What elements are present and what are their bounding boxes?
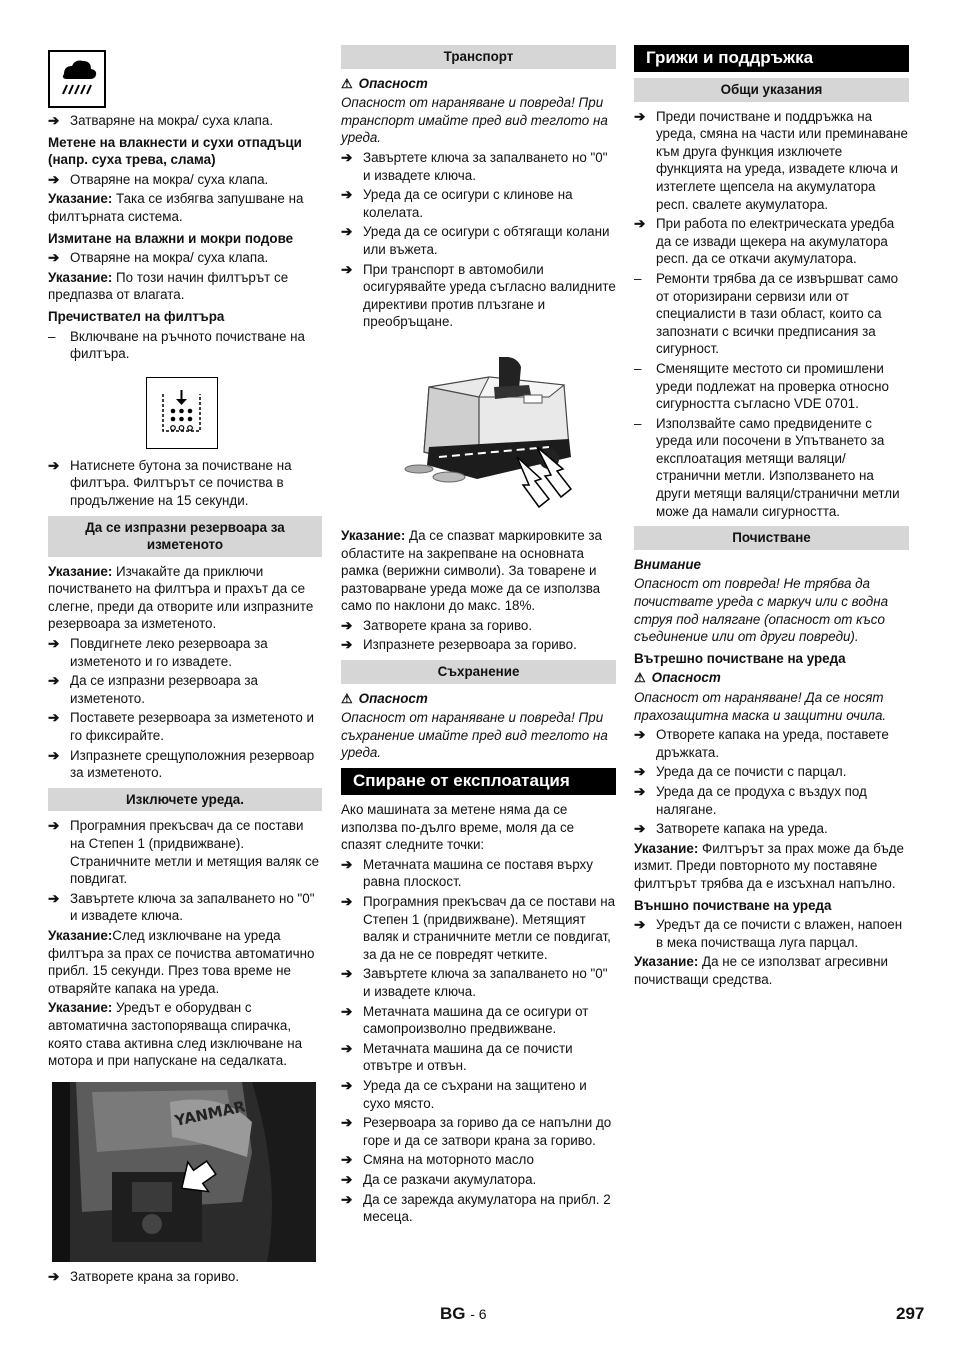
section-heading: Външно почистване на уреда	[634, 897, 832, 913]
chapter-bar: Спиране от експлоатация	[341, 768, 616, 795]
list-item: ➔ Уредът да се почисти с влажен, напоен в мека почистваща луга парцал.	[634, 917, 903, 950]
arrow-icon: ➔	[341, 1152, 353, 1168]
list-item: ➔ Отворете капака на уреда, поставете дръжката.	[634, 727, 889, 760]
list-item: ➔ Уреда да се осигури с обтягащи колани или въжета.	[341, 224, 610, 257]
list-item: ➔ Уреда да се съхрани на защитено и сухо място.	[341, 1077, 587, 1111]
arrow-icon: ➔	[634, 783, 646, 799]
arrow-icon: ➔	[48, 171, 60, 187]
note: Указание: Филтърът за прах може да бъде измит. Преди повторното му поставяне филтърът трябва да е изсъхнал напълно.	[634, 840, 904, 891]
dash-marker: –	[634, 415, 642, 431]
note: Указание: По този начин филтърът се предпазва от влагата.	[48, 269, 289, 303]
list-item: – Използвайте само предвидените с уреда или посочени в Упътването за експлоатация метящи валяци/ странични метли. Използването на други метящи валяци/странични метли може да намали сигурността.	[634, 415, 900, 519]
arrow-icon: ➔	[341, 1171, 353, 1187]
list-item: ➔ Програмния прекъсвач да се постави на Степен 1 (придвижване). Метящият валяк и страничните метли се повдигат, за да не се повредят четките.	[341, 894, 616, 962]
list-item: ➔ Изпразнете срещуположния резервоар за изметеното.	[48, 747, 315, 781]
list-item: ➔ Уреда да се продуха с въздух под налягане.	[634, 783, 867, 817]
warning-label: ⚠ Опасност	[341, 690, 428, 706]
list-item: ➔ Повдигнете леко резервоара за изметеното и го извадете.	[48, 636, 268, 669]
arrow-icon: ➔	[341, 261, 353, 277]
list-item: ➔ Да се зарежда акумулатора на прибл. 2 месеца.	[341, 1191, 611, 1225]
section-bar: Почистване	[634, 526, 909, 550]
arrow-icon: ➔	[341, 1077, 353, 1093]
list-item: ➔ Отваряне на мокра/ суха клапа.	[48, 171, 269, 187]
note: Указание: Изчакайте да приключи почистването на филтъра и прахът да се слегне, преди да отворите или изпразните резервоара за изметеното.	[48, 563, 314, 632]
column-3	[634, 44, 909, 991]
dash-marker: –	[48, 328, 56, 344]
arrow-icon: ➔	[48, 818, 60, 834]
section-bar: Транспорт	[341, 45, 616, 69]
arrow-icon: ➔	[48, 636, 60, 652]
list-item: ➔ Затворете крана за гориво.	[48, 1268, 240, 1284]
section-bar: Съхранение	[341, 660, 616, 684]
section-bar: Да се изпразни резервоара за изметеното	[48, 516, 322, 557]
arrow-icon: ➔	[48, 113, 60, 128]
engine-fuel-valve-photo	[52, 1082, 316, 1262]
list-item: ➔ Метачната машина да се осигури от самопроизволно предвижване.	[341, 1003, 589, 1037]
list-item: ➔ Затворете крана за гориво.	[341, 617, 533, 633]
list-item: ➔ Завъртете ключа за запалването но "0" и извадете ключа.	[341, 966, 608, 999]
warning-icon: ⚠	[341, 75, 353, 91]
arrow-icon: ➔	[634, 108, 646, 124]
warning-label: ⚠ Опасност	[341, 75, 428, 91]
list-item: ➔ При транспорт в автомобили осигурявайте уреда съгласно валидните директиви против плъзгане и преобръщане.	[341, 261, 616, 330]
note: Указание: Да не се използват агресивни почистващи средства.	[634, 954, 889, 987]
arrow-icon: ➔	[634, 727, 646, 743]
arrow-icon: ➔	[341, 187, 353, 203]
arrow-icon: ➔	[48, 250, 60, 266]
list-item: ➔ Натиснете бутона за почистване на филтъра. Филтърът се почиства в продължение на 15 секунди.	[48, 457, 292, 508]
arrow-icon: ➔	[341, 894, 353, 909]
chapter-bar: Грижи и поддръжка	[634, 45, 909, 72]
list-item: ➔ Метачната машина се поставя върху равна плоскост.	[341, 856, 593, 890]
paragraph: Ако машината за метене няма да се използва по-дълго време, моля да се спазят следните точки:	[341, 802, 575, 853]
section-heading: Метене на влакнести и сухи отпадъци (напр. суха трева, слама)	[48, 134, 302, 168]
note: Указание:След изключване на уреда филтъра за прах се почиства автоматично прибл. 15 секунди. През това време не отваряйте капака на уреда.	[48, 927, 315, 996]
list-item: ➔ Да се изпразни резервоара за изметеното.	[48, 673, 258, 706]
arrow-icon: ➔	[48, 673, 60, 689]
list-item: ➔ Затваряне на мокра/ суха клапа.	[48, 113, 274, 128]
arrow-icon: ➔	[341, 1191, 353, 1207]
arrow-icon: ➔	[341, 1003, 353, 1019]
note: Указание: Да се спазват маркировките за областите на закрепване на основната рамка (верижни символи). За товарене и разтоварване уреда може да се използва само по наклони до макс. 18%.	[341, 527, 602, 614]
footer-language: BG - 6	[440, 1304, 487, 1323]
wet-dry-flap-icon	[48, 50, 106, 108]
warning-icon: ⚠	[634, 670, 646, 686]
note: Указание: Уредът е оборудван с автоматична застопоряваща спирачка, която става активна след изключване на мотора и при напускане на седалката.	[48, 1000, 303, 1069]
arrow-icon: ➔	[48, 890, 60, 906]
list-item: ➔ Завъртете ключа за запалването но "0" и извадете ключа.	[341, 149, 608, 183]
warning-label: ⚠ Опасност	[634, 670, 721, 686]
list-item: – Сменящите местото си промишлени уреди подлежат на проверка относно сигурността съгласно VDE 0701.	[634, 360, 890, 412]
brand-label: YANMAR	[173, 1097, 247, 1130]
arrow-icon: ➔	[48, 1268, 60, 1284]
column-1	[48, 44, 322, 1287]
sweeper-machine-illustration	[399, 357, 589, 517]
warning-text: Опасност от нараняване и повреда! При транспорт имайте пред вид теглото на уреда.	[341, 95, 608, 146]
warning-text: Опасност от нараняване и повреда! При съхранение имайте пред вид теглото на уреда.	[341, 710, 608, 761]
list-item: ➔ Отваряне на мокра/ суха клапа.	[48, 250, 269, 266]
list-item: ➔ Смяна на моторното масло	[341, 1152, 534, 1168]
arrow-icon: ➔	[341, 1040, 353, 1056]
list-item: ➔ Да се разкачи акумулатора.	[341, 1171, 537, 1187]
list-item: ➔ Резервоара за гориво да се напълни до горе и да се затвори крана за гориво.	[341, 1115, 612, 1148]
list-item: ➔ Метачната машина да се почисти отвътре и отвън.	[341, 1040, 573, 1074]
arrow-icon: ➔	[341, 1115, 353, 1131]
section-bar: Общи указания	[634, 78, 909, 102]
list-item: ➔ При работа по електрическата уредба да се извади щекера на акумулатора респ. да се откачи акумулатора.	[634, 216, 895, 267]
arrow-icon: ➔	[341, 637, 353, 653]
section-heading: Измитане на влажни и мокри подове	[48, 230, 294, 246]
section-bar: Изключете уреда.	[48, 788, 322, 812]
list-item: ➔ Уреда да се осигури с клинове на колелата.	[341, 187, 573, 220]
list-item: ➔ Преди почистване и поддръжка на уреда, смяна на части или преминаване към друга функция изключете функцията на уреда, извадете ключа и изтеглете щепсела на акумулатора респ. свалете акумулатора.	[634, 108, 908, 212]
arrow-icon: ➔	[341, 149, 353, 165]
arrow-icon: ➔	[634, 216, 646, 232]
attention-text: Опасност от повреда! Не трябва да почиствате уреда с маркуч или с водна струя под налягане (опасност от късо съединение или от други повреди).	[634, 576, 889, 645]
filter-clean-icon	[146, 377, 218, 449]
warning-text: Опасност от нараняване! Да се носят прахозащитна маска и защитни очила.	[634, 690, 887, 723]
section-heading: Вътрешно почистване на уреда	[634, 650, 846, 666]
list-item: ➔ Поставете резервоара за изметеното и го фиксирайте.	[48, 710, 315, 744]
arrow-icon: ➔	[48, 747, 60, 763]
arrow-icon: ➔	[634, 764, 646, 780]
list-item: ➔ Изпразнете резервоара за гориво.	[341, 637, 577, 653]
column-2	[341, 44, 616, 1228]
arrow-icon: ➔	[341, 966, 353, 982]
arrow-icon: ➔	[48, 457, 60, 473]
attention-label: Внимание	[634, 556, 702, 572]
list-item: ➔ Завъртете ключа за запалването но "0" и извадете ключа.	[48, 890, 315, 924]
list-item: – Ремонти трябва да се извършват само от оторизирани сервизи или от специалисти в тази област, които са запознати с всички предписания за сигурност.	[634, 270, 899, 357]
arrow-icon: ➔	[341, 224, 353, 240]
arrow-icon: ➔	[48, 710, 60, 726]
page-number: 297	[896, 1304, 925, 1323]
arrow-icon: ➔	[341, 617, 353, 633]
list-item: ➔ Затворете капака на уреда.	[634, 821, 828, 837]
note: Указание: Така се избягва запушване на филтърната система.	[48, 191, 304, 224]
list-item: ➔ Програмния прекъсвач да се постави на Степен 1 (придвижване). Страничните метли и метящия валяк се повдигат.	[48, 818, 320, 887]
list-item: ➔ Уреда да се почисти с парцал.	[634, 764, 847, 780]
dash-marker: –	[634, 360, 642, 376]
list-item: – Включване на ръчното почистване на филтъра.	[48, 328, 306, 362]
section-heading: Пречиствател на филтъра	[48, 308, 225, 324]
warning-icon: ⚠	[341, 690, 353, 706]
arrow-icon: ➔	[634, 917, 646, 933]
arrow-icon: ➔	[634, 821, 646, 837]
arrow-icon: ➔	[341, 856, 353, 872]
dash-marker: –	[634, 270, 642, 286]
